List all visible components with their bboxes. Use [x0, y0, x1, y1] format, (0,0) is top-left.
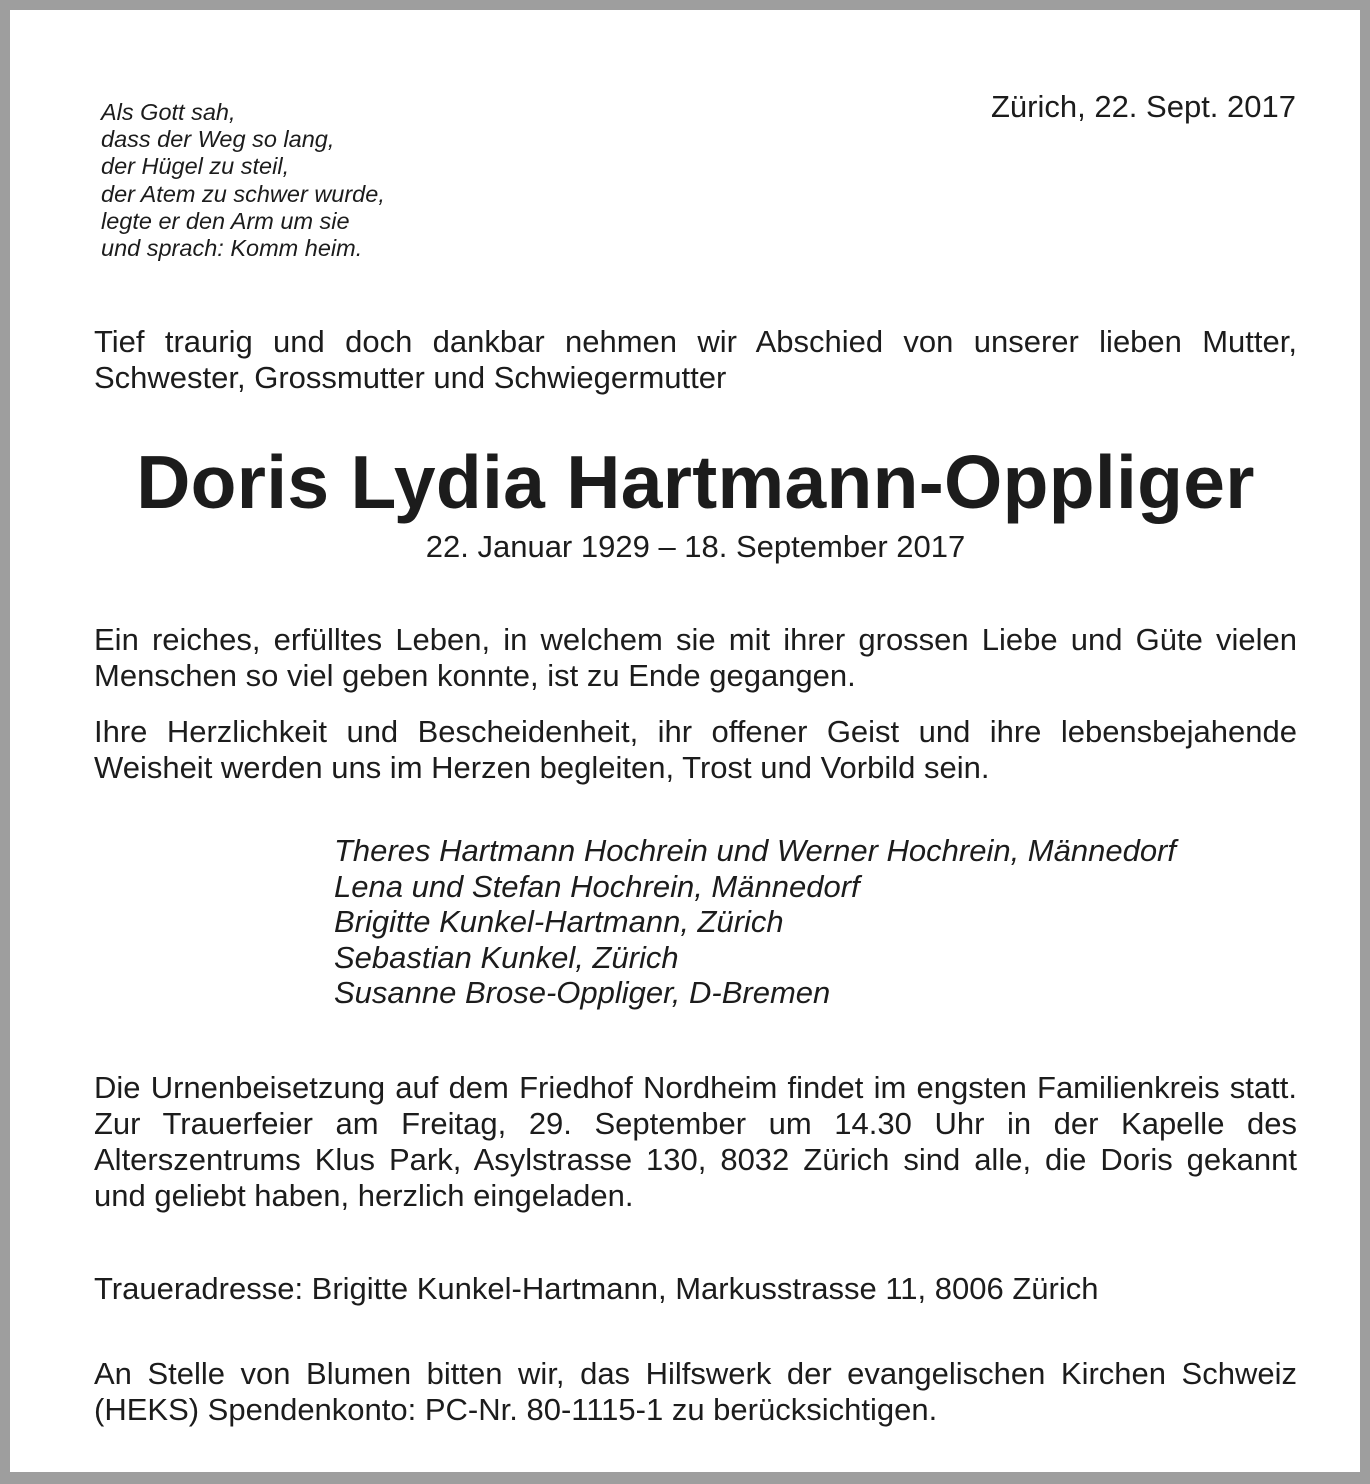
- poem-line: legte er den Arm um sie: [101, 207, 350, 234]
- place-date: Zürich, 22. Sept. 2017: [990, 89, 1296, 124]
- deceased-name: Doris Lydia Hartmann-Oppliger: [136, 440, 1255, 524]
- donation-note: An Stelle von Blumen bitten wir, das Hilfswerk der evangelischen Kirchen Schweiz (HEKS) Spendenkonto: PC-Nr. 80-1115-1 zu berücksichtigen.: [94, 1356, 1297, 1427]
- poem: [101, 99, 521, 262]
- intro-text: Tief traurig und doch dankbar nehmen wir Abschied von unserer lieben Mutter, Schwester, Grossmutter und Schwiegermutter: [94, 324, 1297, 395]
- poem-line: der Atem zu schwer wurde,: [101, 180, 385, 207]
- tribute-paragraph: Ihre Herzlichkeit und Bescheidenheit, ihr offener Geist und ihre lebensbejahende Weisheit werden uns im Herzen begleiten, Trost und Vorbild sein.: [94, 714, 1297, 785]
- poem-line: dass der Weg so lang,: [101, 126, 335, 153]
- mourners-list: [334, 833, 1297, 1011]
- poem-line: und sprach: Komm heim.: [101, 235, 363, 262]
- mourner-entry: Susanne Brose-Oppliger, D-Bremen: [334, 975, 831, 1010]
- mourner-entry: Sebastian Kunkel, Zürich: [334, 939, 679, 975]
- mourning-address: Traueradresse: Brigitte Kunkel-Hartmann, Markusstrasse 11, 8006 Zürich: [94, 1271, 1099, 1306]
- poem-line: der Hügel zu steil,: [101, 153, 290, 180]
- mourner-entry: Theres Hartmann Hochrein und Werner Hochrein, Männedorf: [334, 833, 1176, 868]
- mourner-entry: Lena und Stefan Hochrein, Männedorf: [334, 868, 860, 904]
- ceremony-info: Die Urnenbeisetzung auf dem Friedhof Nordheim findet im engsten Familienkreis statt. Zur Trauerfeier am Freitag, 29. September um 14.30 Uhr in der Kapelle des Alterszentrums Klus Park, Asylstrasse 130, 8032 Zürich sind alle, die Doris gekannt und geliebt haben, herzlich eingeladen.: [94, 1070, 1297, 1213]
- poem-line: Als Gott sah,: [101, 99, 236, 125]
- life-dates: 22. Januar 1929 – 18. September 2017: [425, 529, 966, 564]
- tribute-paragraph: Ein reiches, erfülltes Leben, in welchem sie mit ihrer grossen Liebe und Güte vielen Menschen so viel geben konnte, ist zu Ende gegangen.: [94, 622, 1297, 693]
- mourner-entry: Brigitte Kunkel-Hartmann, Zürich: [334, 904, 784, 939]
